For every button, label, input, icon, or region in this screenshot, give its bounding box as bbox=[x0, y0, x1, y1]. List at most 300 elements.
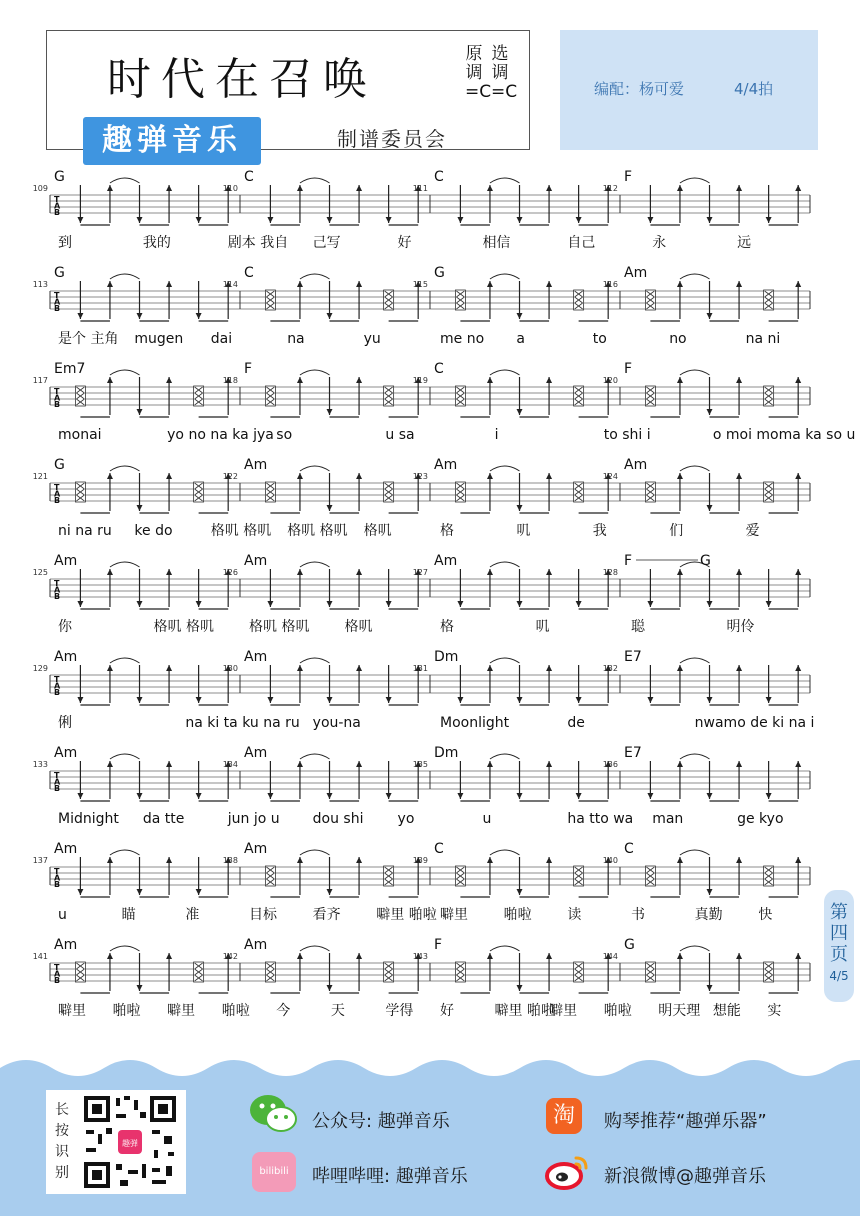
lyric-text: yo bbox=[397, 811, 415, 827]
strum-arrow-up bbox=[736, 761, 742, 767]
strum-arrow-up bbox=[166, 473, 172, 479]
strum-arrow-up bbox=[546, 377, 552, 383]
lyric-text: 格叽 格叽 bbox=[153, 619, 214, 635]
lyric-text: 我 bbox=[592, 523, 607, 539]
lyric-text: na ni bbox=[745, 331, 781, 347]
strum-arrow-up bbox=[736, 953, 742, 959]
lyric-text: u sa bbox=[385, 427, 415, 443]
lyric-text: ni na ru bbox=[58, 523, 112, 539]
measure-number: 144 bbox=[602, 952, 618, 961]
strum-arrow-down bbox=[137, 697, 143, 703]
strum-arrow-up bbox=[736, 665, 742, 671]
strum-arrow-down bbox=[707, 601, 713, 607]
wechat-account[interactable]: 公众号: 趣弹音乐 bbox=[312, 1111, 450, 1132]
strum-arrow-up bbox=[736, 281, 742, 287]
lyric-text: 永 bbox=[652, 235, 667, 251]
tie-arc bbox=[680, 370, 710, 375]
lyric-text: so bbox=[276, 427, 293, 443]
strum-arrow-down bbox=[77, 697, 83, 703]
tie-arc bbox=[300, 274, 330, 279]
brand-subtitle: 制谱委员会 bbox=[337, 127, 447, 151]
strum-arrow-down bbox=[77, 217, 83, 223]
measure-number: 141 bbox=[32, 952, 48, 961]
bilibili-icon[interactable]: bilibili bbox=[252, 1152, 296, 1192]
lyric-text: 格叽 格叽 bbox=[249, 619, 310, 635]
strum-arrow-up bbox=[356, 377, 362, 383]
strum-arrow-down bbox=[77, 313, 83, 319]
strum-arrow-up bbox=[736, 569, 742, 575]
measure-number: 115 bbox=[412, 280, 428, 289]
strum-arrow-up bbox=[677, 761, 683, 767]
strum-arrow-up bbox=[166, 569, 172, 575]
strum-arrow-up bbox=[107, 665, 113, 671]
strum-arrow-down bbox=[77, 601, 83, 607]
strum-arrow-down bbox=[707, 217, 713, 223]
tab-clef-letter: A bbox=[54, 585, 61, 595]
tie-arc bbox=[680, 754, 710, 759]
lyric-text: ha tto wa bbox=[567, 811, 634, 827]
measure-number: 124 bbox=[602, 472, 618, 481]
strum-arrow-up bbox=[107, 857, 113, 863]
lyric-text: 自己 bbox=[567, 235, 596, 251]
measure-number: 127 bbox=[412, 568, 428, 577]
strum-arrow-down bbox=[517, 217, 523, 223]
measure-number: 126 bbox=[222, 568, 238, 577]
lyric-text: nwamo de ki na i bbox=[694, 715, 815, 731]
tie-arc bbox=[680, 946, 710, 951]
tab-clef-letter: A bbox=[54, 873, 61, 883]
chosen-key: 选调=C bbox=[491, 44, 518, 102]
strum-arrow-up bbox=[297, 857, 303, 863]
measure-number: 113 bbox=[32, 280, 48, 289]
tab-clef-letter: B bbox=[54, 784, 61, 793]
chord-name: G bbox=[624, 937, 635, 953]
strum-arrow-down bbox=[196, 697, 202, 703]
strum-arrow-down bbox=[196, 601, 202, 607]
chord-name: G bbox=[54, 457, 65, 473]
strum-arrow-down bbox=[576, 601, 582, 607]
measure-number: 123 bbox=[412, 472, 428, 481]
tie-arc bbox=[680, 178, 710, 183]
lyric-text: 俐 bbox=[58, 715, 72, 731]
chord-name: Am bbox=[624, 265, 648, 281]
taobao-store[interactable]: 购琴推荐“趣弹乐器” bbox=[604, 1111, 767, 1132]
chord-name: C bbox=[434, 841, 444, 857]
lyric-text: ke do bbox=[134, 523, 173, 539]
measure-number: 137 bbox=[32, 856, 48, 865]
measure-number: 143 bbox=[412, 952, 428, 961]
tie-arc bbox=[490, 466, 520, 471]
measure-number: 111 bbox=[412, 184, 428, 193]
strum-arrow-down bbox=[647, 697, 653, 703]
lyric-text: de bbox=[567, 715, 585, 731]
lyric-text: 格叽 格叽 bbox=[210, 523, 272, 539]
tab-clef-letter: A bbox=[54, 393, 61, 403]
lyric-text: 学得 bbox=[385, 1003, 414, 1019]
tab-clef-letter: A bbox=[54, 201, 61, 211]
tab-clef-letter: B bbox=[54, 496, 61, 505]
measure-number: 121 bbox=[32, 472, 48, 481]
strum-arrow-up bbox=[677, 281, 683, 287]
strum-arrow-up bbox=[166, 281, 172, 287]
strum-arrow-down bbox=[137, 313, 143, 319]
strum-arrow-down bbox=[137, 601, 143, 607]
lyric-text: 明伶 bbox=[726, 619, 755, 635]
strum-arrow-down bbox=[267, 217, 273, 223]
measure-number: 110 bbox=[222, 184, 238, 193]
tab-clef-letter: A bbox=[54, 489, 61, 499]
tie-arc bbox=[680, 274, 710, 279]
strum-arrow-down bbox=[517, 601, 523, 607]
lyric-text: 叽 bbox=[535, 619, 550, 635]
bilibili-account[interactable]: 哔哩哔哩: 趣弹音乐 bbox=[312, 1166, 468, 1187]
strum-arrow-up bbox=[677, 665, 683, 671]
strum-arrow-down bbox=[327, 697, 333, 703]
wechat-icon[interactable] bbox=[248, 1092, 298, 1136]
lyric-text: 噼里 啪啦 bbox=[376, 907, 437, 923]
strum-arrow-up bbox=[166, 665, 172, 671]
chord-name: Am bbox=[54, 649, 78, 665]
strum-arrow-down bbox=[137, 409, 143, 415]
chord-name: E7 bbox=[624, 745, 642, 761]
measure-number: 109 bbox=[32, 184, 48, 193]
strum-arrow-up bbox=[166, 857, 172, 863]
time-signature: 4/4拍 bbox=[734, 80, 774, 98]
strum-arrow-up bbox=[795, 473, 801, 479]
strum-arrow-up bbox=[297, 761, 303, 767]
lyric-text: 读 bbox=[567, 907, 582, 923]
tie-arc bbox=[300, 466, 330, 471]
strum-arrow-down bbox=[707, 313, 713, 319]
chord-name: Am bbox=[434, 457, 458, 473]
strum-arrow-up bbox=[356, 281, 362, 287]
tab-clef-letter: B bbox=[54, 592, 61, 601]
tab-clef-letter: A bbox=[54, 969, 61, 979]
strum-arrow-down bbox=[267, 601, 273, 607]
measure-number: 134 bbox=[222, 760, 238, 769]
chord-name: Am bbox=[54, 841, 78, 857]
lyric-text: 天 bbox=[330, 1003, 345, 1019]
strum-arrow-down bbox=[327, 505, 333, 511]
taobao-icon[interactable]: 淘 bbox=[546, 1098, 582, 1134]
chord-name: G bbox=[54, 265, 65, 281]
tab-clef-letter: T bbox=[54, 483, 60, 492]
lyric-text: to bbox=[592, 331, 607, 347]
lyric-text: 聪 bbox=[631, 619, 645, 635]
strum-arrow-up bbox=[795, 953, 801, 959]
measure-number: 136 bbox=[602, 760, 618, 769]
strum-arrow-up bbox=[356, 473, 362, 479]
strum-arrow-up bbox=[297, 665, 303, 671]
tab-clef-letter: B bbox=[54, 976, 61, 985]
measure-number: 131 bbox=[412, 664, 428, 673]
qr-badge: 趣弹 bbox=[122, 1139, 138, 1148]
strum-arrow-down bbox=[457, 793, 463, 799]
strum-arrow-up bbox=[297, 281, 303, 287]
chord-name: C bbox=[244, 169, 254, 185]
page-number: 4/5 bbox=[829, 969, 849, 983]
lyric-text: 你 bbox=[58, 619, 72, 635]
tie-arc bbox=[300, 562, 330, 567]
strum-arrow-down bbox=[77, 889, 83, 895]
strum-arrow-down bbox=[137, 793, 143, 799]
strum-arrow-down bbox=[196, 793, 202, 799]
tie-arc bbox=[680, 658, 710, 663]
tie-arc bbox=[110, 274, 140, 279]
chord-name: F bbox=[244, 361, 253, 377]
tab-clef-letter: T bbox=[54, 771, 60, 780]
strum-arrow-down bbox=[576, 793, 582, 799]
lyric-text: 己写 bbox=[312, 235, 341, 251]
strum-arrow-up bbox=[356, 185, 362, 191]
lyric-text: 格叽 格叽 bbox=[287, 523, 348, 539]
strum-arrow-up bbox=[297, 377, 303, 383]
measure-number: 129 bbox=[32, 664, 48, 673]
strum-arrow-up bbox=[487, 473, 493, 479]
chord-name: Am bbox=[54, 553, 78, 569]
lyric-text: 爱 bbox=[745, 523, 760, 539]
chord-name: Am bbox=[244, 745, 268, 761]
tie-arc bbox=[110, 370, 140, 375]
lyric-text: na ki ta ku na ru bbox=[185, 715, 300, 731]
strum-arrow-down bbox=[137, 985, 143, 991]
chord-name: F bbox=[434, 937, 443, 953]
strum-arrow-down bbox=[327, 601, 333, 607]
lyric-text: o moi moma ka so u bbox=[712, 427, 856, 443]
strum-arrow-up bbox=[546, 761, 552, 767]
strum-arrow-down bbox=[267, 697, 273, 703]
tie-arc bbox=[490, 274, 520, 279]
strum-arrow-up bbox=[166, 761, 172, 767]
chord-name: Am bbox=[244, 649, 268, 665]
lyric-text: 瞄 bbox=[121, 907, 136, 923]
strum-arrow-up bbox=[677, 953, 683, 959]
measure-number: 139 bbox=[412, 856, 428, 865]
lyric-text: 噼里 bbox=[58, 1003, 86, 1019]
chord-name: F bbox=[624, 361, 633, 377]
strum-arrow-up bbox=[487, 569, 493, 575]
lyric-text: na bbox=[287, 331, 305, 347]
arranger-label: 编配：杨可爱 bbox=[594, 80, 685, 98]
chord-name: Am bbox=[244, 937, 268, 953]
strum-arrow-down bbox=[647, 601, 653, 607]
strum-arrow-down bbox=[647, 793, 653, 799]
strum-arrow-up bbox=[356, 569, 362, 575]
tie-arc bbox=[300, 178, 330, 183]
strum-arrow-up bbox=[487, 665, 493, 671]
tie-arc bbox=[300, 754, 330, 759]
strum-arrow-down bbox=[517, 793, 523, 799]
measure-number: 133 bbox=[32, 760, 48, 769]
strum-arrow-up bbox=[677, 185, 683, 191]
lyric-text: 剧本 我自 bbox=[227, 235, 289, 251]
chord-name: C bbox=[244, 265, 254, 281]
lyric-text: monai bbox=[58, 427, 102, 443]
strum-arrow-up bbox=[107, 281, 113, 287]
tie-arc bbox=[680, 466, 710, 471]
lyric-text: 明天理 bbox=[658, 1003, 701, 1019]
strum-arrow-up bbox=[166, 185, 172, 191]
strum-arrow-down bbox=[386, 601, 392, 607]
tie-arc bbox=[490, 658, 520, 663]
lyric-text: 格叽 bbox=[363, 523, 392, 539]
strum-arrow-down bbox=[707, 505, 713, 511]
weibo-icon[interactable] bbox=[544, 1150, 592, 1192]
strum-arrow-down bbox=[457, 217, 463, 223]
measure-number: 142 bbox=[222, 952, 238, 961]
tie-arc bbox=[300, 658, 330, 663]
strum-arrow-down bbox=[576, 217, 582, 223]
tab-clef-letter: A bbox=[54, 681, 61, 691]
strum-arrow-up bbox=[677, 857, 683, 863]
measure-number: 119 bbox=[412, 376, 428, 385]
lyric-text: 准 bbox=[185, 907, 200, 923]
lyric-text: me no bbox=[440, 331, 485, 347]
lyric-text: da tte bbox=[142, 811, 185, 827]
strum-arrow-up bbox=[297, 569, 303, 575]
lyric-text: 格 bbox=[440, 619, 454, 635]
strum-arrow-down bbox=[517, 505, 523, 511]
strum-arrow-up bbox=[356, 665, 362, 671]
strum-arrow-down bbox=[766, 697, 772, 703]
strum-arrow-down bbox=[766, 793, 772, 799]
measure-number: 125 bbox=[32, 568, 48, 577]
lyric-text: Moonlight bbox=[440, 715, 510, 731]
chord-name: Em7 bbox=[54, 361, 86, 377]
strum-arrow-up bbox=[677, 377, 683, 383]
chord-name: Am bbox=[244, 553, 268, 569]
strum-arrow-up bbox=[107, 473, 113, 479]
tab-clef-letter: T bbox=[54, 387, 60, 396]
strum-arrow-up bbox=[546, 473, 552, 479]
tie-arc bbox=[110, 946, 140, 951]
lyric-text: ge kyo bbox=[737, 811, 784, 827]
tie-arc bbox=[110, 562, 140, 567]
strum-arrow-up bbox=[356, 761, 362, 767]
strum-arrow-up bbox=[487, 377, 493, 383]
strum-arrow-up bbox=[297, 185, 303, 191]
tab-clef-letter: A bbox=[54, 297, 61, 307]
brand-logo: 趣弹音乐 bbox=[83, 117, 261, 165]
measure-number: 140 bbox=[602, 856, 618, 865]
strum-arrow-up bbox=[546, 569, 552, 575]
chord-name: E7 bbox=[624, 649, 642, 665]
chord-name: C bbox=[434, 169, 444, 185]
tie-arc bbox=[300, 946, 330, 951]
lyric-text: 好 bbox=[397, 235, 412, 251]
measure-number: 118 bbox=[222, 376, 238, 385]
strum-arrow-up bbox=[736, 377, 742, 383]
chord-name: C bbox=[624, 841, 634, 857]
lyric-text: 格 bbox=[440, 523, 454, 539]
strum-arrow-up bbox=[356, 857, 362, 863]
measure-number: 132 bbox=[602, 664, 618, 673]
strum-arrow-down bbox=[707, 889, 713, 895]
chord-name: G bbox=[700, 553, 711, 569]
strum-arrow-up bbox=[107, 569, 113, 575]
tab-clef-letter: T bbox=[54, 195, 60, 204]
strum-arrow-down bbox=[517, 985, 523, 991]
strum-arrow-down bbox=[457, 601, 463, 607]
tab-clef-letter: T bbox=[54, 675, 60, 684]
tie-arc bbox=[490, 754, 520, 759]
lyric-text: 我的 bbox=[142, 235, 171, 251]
tab-clef-letter: B bbox=[54, 304, 61, 313]
song-title: 时代在召唤 bbox=[107, 54, 377, 105]
tie-arc bbox=[110, 178, 140, 183]
lyric-text: 噼里 啪啦 bbox=[494, 1003, 556, 1019]
lyric-text: to shi i bbox=[603, 427, 651, 443]
strum-arrow-up bbox=[795, 185, 801, 191]
strum-arrow-up bbox=[795, 377, 801, 383]
measure-number: 122 bbox=[222, 472, 238, 481]
strum-arrow-up bbox=[795, 761, 801, 767]
tab-clef-letter: B bbox=[54, 400, 61, 409]
weibo-account[interactable]: 新浪微博@趣弹音乐 bbox=[604, 1166, 766, 1187]
chord-name: Am bbox=[434, 553, 458, 569]
chord-name: Dm bbox=[434, 649, 459, 665]
strum-arrow-up bbox=[107, 185, 113, 191]
lyric-text: u bbox=[58, 907, 67, 923]
strum-arrow-up bbox=[107, 953, 113, 959]
tab-clef-letter: T bbox=[54, 963, 60, 972]
lyric-text: 到 bbox=[58, 235, 72, 251]
tab-clef-letter: B bbox=[54, 688, 61, 697]
strum-arrow-down bbox=[267, 793, 273, 799]
strum-arrow-up bbox=[166, 953, 172, 959]
strum-arrow-down bbox=[707, 409, 713, 415]
strum-arrow-down bbox=[517, 889, 523, 895]
measure-number: 138 bbox=[222, 856, 238, 865]
lyric-text: a bbox=[516, 331, 525, 347]
tab-clef-letter: T bbox=[54, 867, 60, 876]
tie-arc bbox=[490, 370, 520, 375]
tie-arc bbox=[110, 850, 140, 855]
tab-clef-letter: A bbox=[54, 777, 61, 787]
chord-name: C bbox=[434, 361, 444, 377]
measure-number: 135 bbox=[412, 760, 428, 769]
lyric-text: man bbox=[652, 811, 684, 827]
tie-arc bbox=[300, 850, 330, 855]
lyric-text: 想能 bbox=[712, 1003, 741, 1019]
lyric-text: 看齐 bbox=[312, 907, 341, 923]
strum-arrow-down bbox=[517, 697, 523, 703]
strum-arrow-down bbox=[327, 793, 333, 799]
tie-arc bbox=[110, 658, 140, 663]
strum-arrow-down bbox=[386, 793, 392, 799]
strum-arrow-up bbox=[795, 665, 801, 671]
qr-code-panel[interactable] bbox=[46, 1090, 186, 1194]
tab-clef-letter: T bbox=[54, 579, 60, 588]
strum-arrow-up bbox=[795, 281, 801, 287]
lyric-text: 相信 bbox=[482, 235, 511, 251]
lyric-text: i bbox=[494, 427, 499, 443]
lyric-text: 今 bbox=[276, 1003, 291, 1019]
strum-arrow-down bbox=[386, 217, 392, 223]
lyric-text: no bbox=[669, 331, 687, 347]
strum-arrow-up bbox=[487, 857, 493, 863]
measure-number: 116 bbox=[602, 280, 618, 289]
chord-name: G bbox=[54, 169, 65, 185]
tab-clef-letter: B bbox=[54, 208, 61, 217]
strum-arrow-up bbox=[795, 857, 801, 863]
strum-arrow-down bbox=[517, 409, 523, 415]
measure-number: 112 bbox=[602, 184, 618, 193]
strum-arrow-up bbox=[297, 473, 303, 479]
strum-arrow-up bbox=[677, 473, 683, 479]
measure-number: 120 bbox=[602, 376, 618, 385]
strum-arrow-up bbox=[736, 185, 742, 191]
